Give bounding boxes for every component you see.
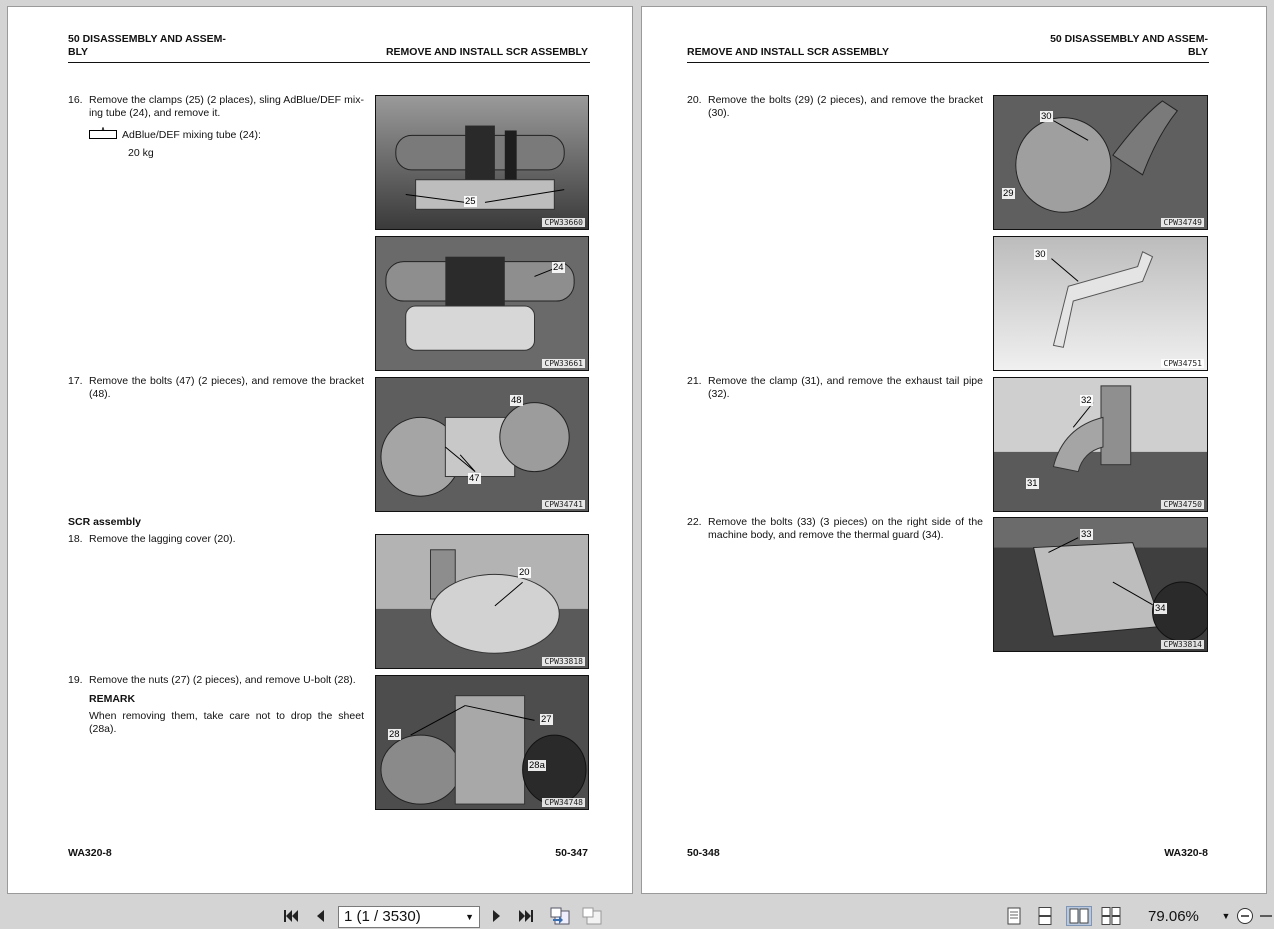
footer-page-number: 50-348	[687, 847, 720, 859]
engine-photo-illustration	[376, 378, 588, 511]
footer-model: WA320-8	[1164, 847, 1208, 859]
figure-mixing-tube	[375, 236, 589, 371]
figure-code: CPW34741	[544, 500, 583, 509]
step-text: Remove the bolts (29) (2 pieces), and remove the bracket (30).	[708, 94, 983, 119]
step-text: Remove the bolts (33) (3 pieces) on the right side of the machine body, and remove the thermal guard (34).	[708, 516, 983, 541]
chevron-down-icon: ▼	[465, 912, 474, 922]
zoom-dropdown-icon[interactable]: ▼	[1221, 911, 1231, 921]
header-rule	[68, 62, 590, 63]
weight-label: AdBlue/DEF mixing tube (24):	[122, 129, 261, 141]
callout-27: 27	[541, 714, 552, 725]
callout-33: 33	[1081, 529, 1092, 540]
callout-20: 20	[519, 567, 530, 578]
chapter-header-line2: BLY	[1187, 46, 1208, 58]
chapter-header-line1: 50 DISASSEMBLY AND ASSEM-	[1050, 33, 1208, 45]
footer-page-number: 50-347	[555, 847, 588, 859]
section-title: SCR assembly	[68, 516, 141, 528]
continuous-view-icon[interactable]	[1036, 906, 1054, 926]
callout-47: 47	[469, 473, 480, 484]
callout-30: 30	[1041, 111, 1052, 122]
callout-24: 24	[553, 262, 564, 273]
go-forward-icon[interactable]	[581, 906, 603, 926]
figure-bracket-part	[993, 236, 1208, 371]
step-text: Remove the nuts (27) (2 pieces), and remove U-bolt (28).	[89, 674, 356, 686]
step-number: 16.	[68, 94, 83, 106]
figure-code: CPW33814	[1163, 640, 1202, 649]
figure-thermal-guard	[993, 517, 1208, 652]
figure-tail-pipe	[993, 377, 1208, 512]
figure-code: CPW33661	[544, 359, 583, 368]
figure-code: CPW34748	[544, 798, 583, 807]
footer-model: WA320-8	[68, 847, 112, 859]
callout-29: 29	[1003, 188, 1014, 199]
engine-photo-illustration	[376, 535, 588, 668]
engine-photo-illustration	[994, 518, 1207, 651]
figure-code: CPW33660	[544, 218, 583, 227]
previous-page-icon[interactable]	[312, 906, 328, 926]
step-number: 18.	[68, 533, 83, 545]
figure-code: CPW33818	[544, 657, 583, 666]
step-number: 17.	[68, 375, 83, 387]
go-back-icon[interactable]	[549, 906, 571, 926]
part-illustration	[994, 237, 1207, 370]
callout-34: 34	[1155, 603, 1166, 614]
last-page-icon[interactable]	[516, 906, 536, 926]
section-header: REMOVE AND INSTALL SCR ASSEMBLY	[385, 46, 588, 58]
chapter-header-line2: BLY	[68, 46, 89, 58]
engine-photo-illustration	[994, 96, 1207, 229]
callout-25: 25	[465, 196, 476, 207]
engine-photo-illustration	[376, 676, 588, 809]
step-text: Remove the bolts (47) (2 pieces), and remove the bracket (48).	[89, 375, 364, 400]
weight-value: 20 kg	[128, 147, 154, 159]
next-page-icon[interactable]	[489, 906, 505, 926]
figure-clamps	[375, 95, 589, 230]
facing-pages-view-icon[interactable]	[1066, 906, 1092, 926]
continuous-facing-view-icon[interactable]	[1100, 906, 1122, 926]
step-number: 20.	[687, 94, 702, 106]
viewer-toolbar	[0, 902, 1274, 929]
left-page	[7, 6, 633, 894]
callout-32: 32	[1081, 395, 1092, 406]
callout-48: 48	[511, 395, 522, 406]
chapter-header	[68, 33, 226, 59]
figure-code: CPW34750	[1163, 500, 1202, 509]
engine-photo-illustration	[376, 96, 588, 229]
page-indicator-text: 1 (1 / 3530)	[344, 908, 421, 925]
engine-photo-illustration	[994, 378, 1207, 511]
step-text: Remove the clamps (25) (2 places), sling AdBlue/DEF mix-ing tube (24), and remove it.	[89, 94, 364, 119]
remark-text: When removing them, take care not to drop the sheet (28a).	[89, 710, 364, 735]
callout-30: 30	[1035, 249, 1046, 260]
zoom-slider-icon[interactable]	[1260, 906, 1272, 926]
right-page	[641, 6, 1267, 894]
zoom-out-icon[interactable]	[1235, 906, 1255, 926]
page-number-select[interactable]	[338, 906, 480, 928]
figure-u-bolt	[375, 675, 589, 810]
step-number: 21.	[687, 375, 702, 387]
callout-28a: 28a	[529, 760, 545, 771]
step-number: 22.	[687, 516, 702, 528]
figure-bracket-48	[375, 377, 589, 512]
figure-code: CPW34749	[1163, 218, 1202, 227]
weight-icon	[89, 127, 117, 139]
step-text: Remove the lagging cover (20).	[89, 533, 236, 545]
remark-title: REMARK	[89, 693, 136, 705]
chapter-header	[1050, 33, 1208, 59]
figure-bracket-30	[993, 95, 1208, 230]
section-header: REMOVE AND INSTALL SCR ASSEMBLY	[687, 46, 890, 58]
callout-28: 28	[389, 729, 400, 740]
engine-photo-illustration	[376, 237, 588, 370]
figure-lagging-cover	[375, 534, 589, 669]
zoom-level[interactable]: 79.06%	[1148, 908, 1199, 925]
step-number: 19.	[68, 674, 83, 686]
first-page-icon[interactable]	[281, 906, 301, 926]
callout-31: 31	[1027, 478, 1038, 489]
header-rule	[687, 62, 1209, 63]
single-page-view-icon[interactable]	[1005, 906, 1023, 926]
chapter-header-line1: 50 DISASSEMBLY AND ASSEM-	[68, 33, 226, 45]
step-text: Remove the clamp (31), and remove the exhaust tail pipe (32).	[708, 375, 983, 400]
figure-code: CPW34751	[1163, 359, 1202, 368]
